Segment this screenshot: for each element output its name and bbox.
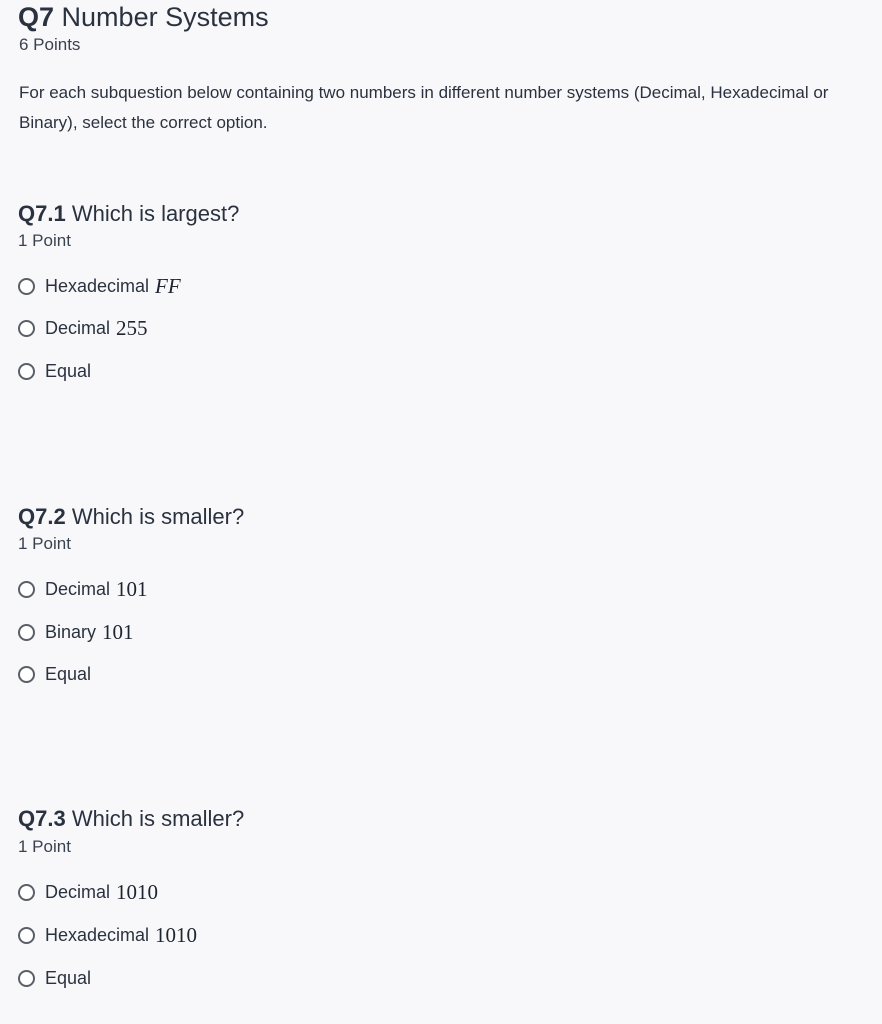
option-hexadecimal-1010[interactable]: [18, 922, 197, 948]
radio-button[interactable]: [18, 970, 35, 987]
option-decimal-255[interactable]: [18, 315, 148, 341]
subquestion-title-text: Which is smaller?: [71, 504, 245, 529]
option-value: 101: [102, 619, 134, 644]
option-value: 101: [116, 576, 148, 601]
option-label: Decimal: [45, 578, 111, 599]
radio-button[interactable]: [18, 624, 35, 641]
question-instructions: For each subquestion below containing two numbers in different number systems (Decimal, Hexadecimal or Binary), select the correct option.: [19, 83, 829, 132]
subquestion-title-text: Which is smaller?: [71, 806, 245, 831]
radio-button[interactable]: [18, 363, 35, 380]
option-decimal-1010[interactable]: [18, 879, 158, 905]
option-label: Hexadecimal: [45, 924, 150, 945]
subquestion-points: 1 Point: [18, 534, 71, 553]
radio-button[interactable]: [18, 884, 35, 901]
subquestion-title: [18, 503, 244, 531]
subquestion-title: [18, 200, 239, 228]
question-number: Q7: [18, 2, 55, 32]
option-value: FF: [155, 273, 181, 298]
option-label: Equal: [45, 967, 92, 988]
option-label: Hexadecimal: [45, 275, 150, 296]
subquestion-number: Q7.1: [18, 201, 66, 226]
option-value: 1010: [155, 922, 198, 947]
option-label: Decimal: [45, 317, 111, 338]
option-label: Decimal: [45, 881, 111, 902]
option-equal[interactable]: [18, 358, 91, 384]
option-label: Binary: [45, 621, 97, 642]
subquestion-number: Q7.2: [18, 504, 66, 529]
option-decimal-101[interactable]: [18, 576, 148, 602]
subquestion-points: 1 Point: [18, 837, 71, 856]
question-title: [18, 1, 269, 33]
option-binary-101[interactable]: [18, 619, 134, 645]
option-value: 255: [116, 315, 148, 340]
subquestion-title-text: Which is largest?: [71, 201, 240, 226]
subquestion-number: Q7.3: [18, 806, 66, 831]
subquestion-points: 1 Point: [18, 231, 71, 250]
option-value: 1010: [116, 879, 159, 904]
radio-button[interactable]: [18, 927, 35, 944]
radio-button[interactable]: [18, 581, 35, 598]
option-hexadecimal-ff[interactable]: [18, 273, 181, 299]
radio-button[interactable]: [18, 320, 35, 337]
option-label: Equal: [45, 360, 92, 381]
option-equal[interactable]: [18, 661, 91, 687]
radio-button[interactable]: [18, 278, 35, 295]
question-title-text: Number Systems: [61, 2, 269, 32]
option-equal[interactable]: [18, 965, 91, 991]
subquestion-title: [18, 805, 244, 833]
question-points: 6 Points: [19, 35, 81, 54]
radio-button[interactable]: [18, 666, 35, 683]
option-label: Equal: [45, 663, 92, 684]
